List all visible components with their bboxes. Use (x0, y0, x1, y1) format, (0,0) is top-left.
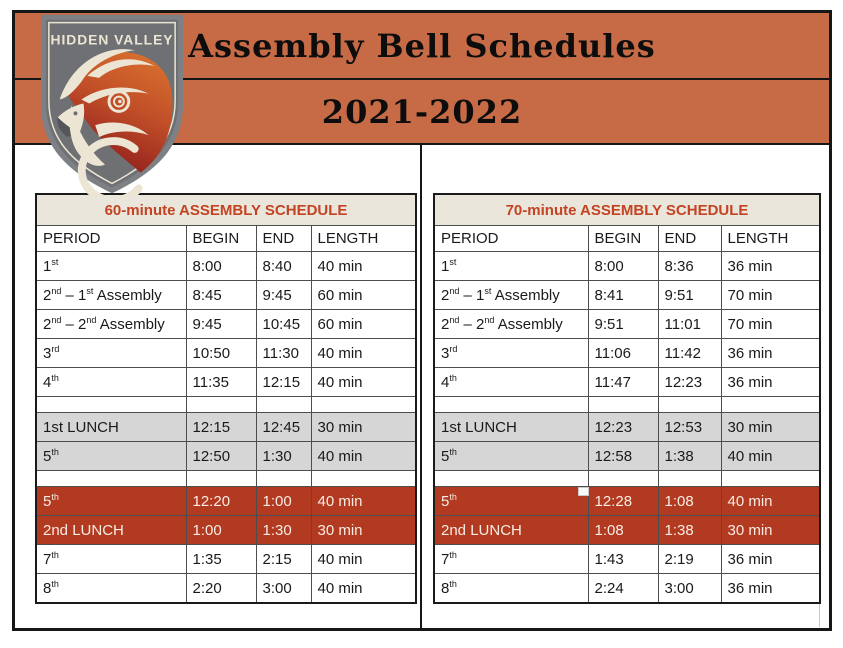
begin-cell: 1:08 (588, 516, 658, 545)
schedule-row (36, 310, 416, 339)
end-cell (658, 397, 721, 413)
period-cell: 3rd (434, 339, 588, 368)
page-title: Assembly Bell Schedules (188, 26, 656, 65)
schedule-row (434, 487, 820, 516)
length-cell: 40 min (721, 487, 820, 516)
period-cell: 4th (36, 368, 186, 397)
table-guide-line (819, 600, 820, 627)
col-length: LENGTH (311, 226, 416, 252)
end-cell: 1:08 (658, 487, 721, 516)
spacer-row (36, 471, 416, 487)
period-cell: 5th (36, 442, 186, 471)
length-cell: 70 min (721, 310, 820, 339)
begin-cell: 12:28 (588, 487, 658, 516)
schedule-60min (35, 193, 415, 604)
spacer-row (434, 471, 820, 487)
end-cell: 1:30 (256, 442, 311, 471)
end-cell: 12:23 (658, 368, 721, 397)
length-cell: 60 min (311, 310, 416, 339)
period-cell: 5th (434, 487, 588, 516)
col-begin: BEGIN (186, 226, 256, 252)
center-divider-line (420, 145, 422, 631)
length-cell: 40 min (311, 339, 416, 368)
table-header-row (434, 226, 820, 252)
period-cell: 2nd – 2nd Assembly (434, 310, 588, 339)
schedule-row (434, 252, 820, 281)
end-cell: 3:00 (658, 574, 721, 604)
length-cell: 40 min (311, 487, 416, 516)
length-cell: 40 min (311, 574, 416, 604)
table-title: 60-minute ASSEMBLY SCHEDULE (36, 194, 416, 226)
schedule-row (434, 281, 820, 310)
end-cell: 1:30 (256, 516, 311, 545)
schedule-row (434, 545, 820, 574)
end-cell: 1:38 (658, 516, 721, 545)
begin-cell: 9:51 (588, 310, 658, 339)
begin-cell: 8:00 (186, 252, 256, 281)
begin-cell: 11:35 (186, 368, 256, 397)
schedule-70min (433, 193, 819, 604)
schedule-row (434, 413, 820, 442)
length-cell: 40 min (311, 252, 416, 281)
table-title: 70-minute ASSEMBLY SCHEDULE (434, 194, 820, 226)
period-cell: 5th (36, 487, 186, 516)
schedule-row (36, 487, 416, 516)
end-cell: 1:38 (658, 442, 721, 471)
period-cell: 5th (434, 442, 588, 471)
col-period: PERIOD (36, 226, 186, 252)
begin-cell: 1:43 (588, 545, 658, 574)
period-cell: 1st (36, 252, 186, 281)
period-cell (434, 397, 588, 413)
period-cell: 2nd – 2nd Assembly (36, 310, 186, 339)
begin-cell: 8:00 (588, 252, 658, 281)
end-cell: 8:36 (658, 252, 721, 281)
spacer-row (36, 397, 416, 413)
begin-cell (186, 397, 256, 413)
end-cell: 12:53 (658, 413, 721, 442)
period-cell: 8th (36, 574, 186, 604)
begin-cell: 12:50 (186, 442, 256, 471)
begin-cell: 12:15 (186, 413, 256, 442)
period-cell (36, 397, 186, 413)
begin-cell: 12:58 (588, 442, 658, 471)
col-period: PERIOD (434, 226, 588, 252)
period-cell: 8th (434, 574, 588, 604)
length-cell (311, 397, 416, 413)
end-cell: 1:00 (256, 487, 311, 516)
begin-cell (186, 471, 256, 487)
end-cell: 3:00 (256, 574, 311, 604)
period-cell: 1st (434, 252, 588, 281)
end-cell: 12:45 (256, 413, 311, 442)
period-cell: 4th (434, 368, 588, 397)
period-cell: 2nd LUNCH (434, 516, 588, 545)
selection-handle-artifact (578, 487, 589, 496)
schedule-row (36, 281, 416, 310)
school-year: 2021-2022 (321, 92, 523, 131)
schedule-row (36, 252, 416, 281)
period-cell: 2nd – 1st Assembly (36, 281, 186, 310)
begin-cell: 9:45 (186, 310, 256, 339)
begin-cell (588, 397, 658, 413)
schedule-row (434, 310, 820, 339)
col-end: END (256, 226, 311, 252)
length-cell (721, 397, 820, 413)
school-name: HIDDEN VALLEY (50, 31, 174, 48)
begin-cell: 10:50 (186, 339, 256, 368)
schedule-row (36, 545, 416, 574)
table-title-row (36, 194, 416, 226)
end-cell: 11:42 (658, 339, 721, 368)
period-cell: 7th (36, 545, 186, 574)
length-cell: 36 min (721, 252, 820, 281)
length-cell (311, 471, 416, 487)
schedule-row (434, 516, 820, 545)
col-end: END (658, 226, 721, 252)
end-cell (658, 471, 721, 487)
end-cell (256, 397, 311, 413)
end-cell: 12:15 (256, 368, 311, 397)
begin-cell: 11:47 (588, 368, 658, 397)
end-cell (256, 471, 311, 487)
length-cell: 30 min (311, 516, 416, 545)
period-cell: 1st LUNCH (36, 413, 186, 442)
length-cell: 60 min (311, 281, 416, 310)
schedule-row (434, 339, 820, 368)
schedule-row (36, 516, 416, 545)
period-cell (434, 471, 588, 487)
period-cell (36, 471, 186, 487)
schedule-row (36, 442, 416, 471)
begin-cell: 8:45 (186, 281, 256, 310)
length-cell: 70 min (721, 281, 820, 310)
length-cell (721, 471, 820, 487)
length-cell: 36 min (721, 545, 820, 574)
schedule-row (434, 368, 820, 397)
length-cell: 40 min (311, 442, 416, 471)
schedule-row (36, 574, 416, 604)
period-cell: 2nd LUNCH (36, 516, 186, 545)
eagle-shield-icon (38, 12, 186, 196)
begin-cell: 2:20 (186, 574, 256, 604)
length-cell: 30 min (721, 413, 820, 442)
table-title-row (434, 194, 820, 226)
end-cell: 9:51 (658, 281, 721, 310)
period-cell: 2nd – 1st Assembly (434, 281, 588, 310)
length-cell: 30 min (311, 413, 416, 442)
begin-cell: 12:20 (186, 487, 256, 516)
begin-cell: 8:41 (588, 281, 658, 310)
end-cell: 11:01 (658, 310, 721, 339)
schedule-row (36, 339, 416, 368)
begin-cell: 2:24 (588, 574, 658, 604)
table-header-row (36, 226, 416, 252)
begin-cell (588, 471, 658, 487)
length-cell: 40 min (311, 368, 416, 397)
begin-cell: 1:35 (186, 545, 256, 574)
end-cell: 8:40 (256, 252, 311, 281)
period-cell: 7th (434, 545, 588, 574)
schedule-row (434, 574, 820, 604)
length-cell: 36 min (721, 339, 820, 368)
begin-cell: 11:06 (588, 339, 658, 368)
end-cell: 9:45 (256, 281, 311, 310)
length-cell: 30 min (721, 516, 820, 545)
col-length: LENGTH (721, 226, 820, 252)
end-cell: 10:45 (256, 310, 311, 339)
col-begin: BEGIN (588, 226, 658, 252)
schedule-row (434, 442, 820, 471)
end-cell: 11:30 (256, 339, 311, 368)
period-cell: 3rd (36, 339, 186, 368)
length-cell: 36 min (721, 574, 820, 604)
schedule-row (36, 413, 416, 442)
end-cell: 2:15 (256, 545, 311, 574)
end-cell: 2:19 (658, 545, 721, 574)
begin-cell: 12:23 (588, 413, 658, 442)
length-cell: 36 min (721, 368, 820, 397)
school-logo (38, 12, 186, 196)
begin-cell: 1:00 (186, 516, 256, 545)
spacer-row (434, 397, 820, 413)
length-cell: 40 min (721, 442, 820, 471)
length-cell: 40 min (311, 545, 416, 574)
period-cell: 1st LUNCH (434, 413, 588, 442)
schedule-row (36, 368, 416, 397)
